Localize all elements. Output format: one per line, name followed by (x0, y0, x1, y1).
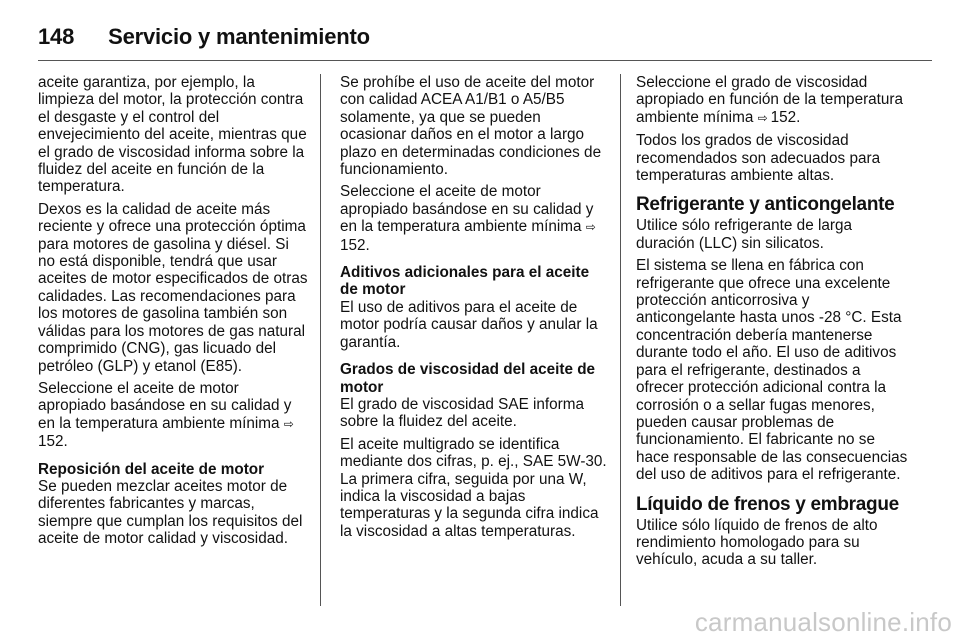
paragraph: Utilice sólo refrigerante de larga duración (LLC) sin silicatos. (636, 217, 852, 252)
paragraph: El grado de viscosidad SAE informa sobre la fluidez del aceite. (340, 395, 585, 431)
paragraph: aceite garantiza, por ejemplo, la limpieza del motor, la protección contra el desgaste y el control del envejecimiento del aceite, mientras que el grado de viscosidad informa sobre la fluidez del aceite en función de la temperatura. (38, 74, 307, 196)
text-column-1 (38, 74, 308, 553)
cross-reference-page: 152. (38, 433, 68, 451)
page-reference-arrow-icon: ⇨ (757, 110, 768, 125)
subheading: Reposición del aceite de motor (38, 460, 265, 478)
paragraph: El sistema se llena en fábrica con refrigerante que ofrece una excelente protección anticorrosiva y anticongelante hasta unos -28 °C. Esta concentración debería mantenerse durante todo el año. El uso de aditivos para el refrigerante, destinados a ofrecer protección adicional contra la corrosión o a sellar fugas menores, pueden causar problemas de funcionamiento. El fabricante no se hace responsable de las consecuencias del uso de aditivos para el refrigerante. (636, 257, 908, 484)
paragraph-text: Seleccione el aceite de motor apropiado basándose en su calidad y en la temperatura ambiente mínima (38, 379, 292, 432)
paragraph (636, 74, 908, 127)
column-divider (620, 74, 621, 606)
header-rule (38, 60, 932, 61)
cross-reference-page: 152. (770, 108, 801, 126)
page-reference-arrow-icon: ⇨ (283, 416, 294, 431)
watermark: carmanualsonline.info (694, 607, 952, 637)
paragraph: Todos los grados de viscosidad recomendados son adecuados para temperaturas ambiente altas. (636, 132, 881, 185)
paragraph: El uso de aditivos para el aceite de motor podría causar daños y anular la garantía. (340, 298, 598, 351)
paragraph (38, 380, 308, 451)
section-title: Refrigerante y anticongelante (636, 194, 895, 216)
subheading: Aditivos adicionales para el aceite de motor (340, 264, 590, 299)
paragraph-text: Seleccione el aceite de motor apropiado basándose en su calidad y en la temperatura ambiente mínima (340, 183, 594, 236)
page-header (38, 14, 932, 60)
paragraph: Dexos es la calidad de aceite más reciente y ofrece una protección óptima para motores de gasolina y diésel. Si no está disponible, tendrá que usar aceites de motor especificados de otras calidades. Las recomendaciones para los motores de gasolina también son válidas para los motores de gas natural comprimido (CNG), gas licuado del petróleo (GLP) y etanol (E85). (38, 200, 308, 375)
text-column-2 (340, 74, 610, 545)
cross-reference-page: 152. (340, 236, 370, 254)
paragraph: Utilice sólo líquido de frenos de alto rendimiento homologado para su vehículo, acuda a su taller. (636, 516, 878, 569)
paragraph (340, 183, 610, 254)
page-number: 148 (38, 24, 75, 49)
chapter-title: Servicio y mantenimiento (108, 24, 370, 49)
cross-reference[interactable] (758, 109, 801, 126)
column-divider (320, 74, 321, 606)
text-column-3 (636, 74, 908, 574)
section-title: Líquido de frenos y embrague (636, 493, 899, 515)
paragraph: Se pueden mezclar aceites motor de diferentes fabricantes y marcas, siempre que cumplan los requisitos del aceite de motor calidad y viscosidad. (38, 477, 303, 548)
paragraph: El aceite multigrado se identifica mediante dos cifras, p. ej., SAE 5W-30. La primera cifra, seguida por una W, indica la viscosidad a bajas temperaturas y la segunda cifra indica la viscosidad a altas temperaturas. (340, 435, 607, 540)
page-reference-arrow-icon: ⇨ (585, 220, 596, 235)
paragraph: Se prohíbe el uso de aceite del motor con calidad ACEA A1/B1 o A5/B5 solamente, ya que se pueden ocasionar daños en el motor a largo plazo en determinadas condiciones de funcionamiento. (340, 74, 602, 179)
subheading: Grados de viscosidad del aceite de motor (340, 361, 596, 396)
paragraph-text: Seleccione el grado de viscosidad apropiado en función de la temperatura ambiente mínima (636, 74, 904, 126)
